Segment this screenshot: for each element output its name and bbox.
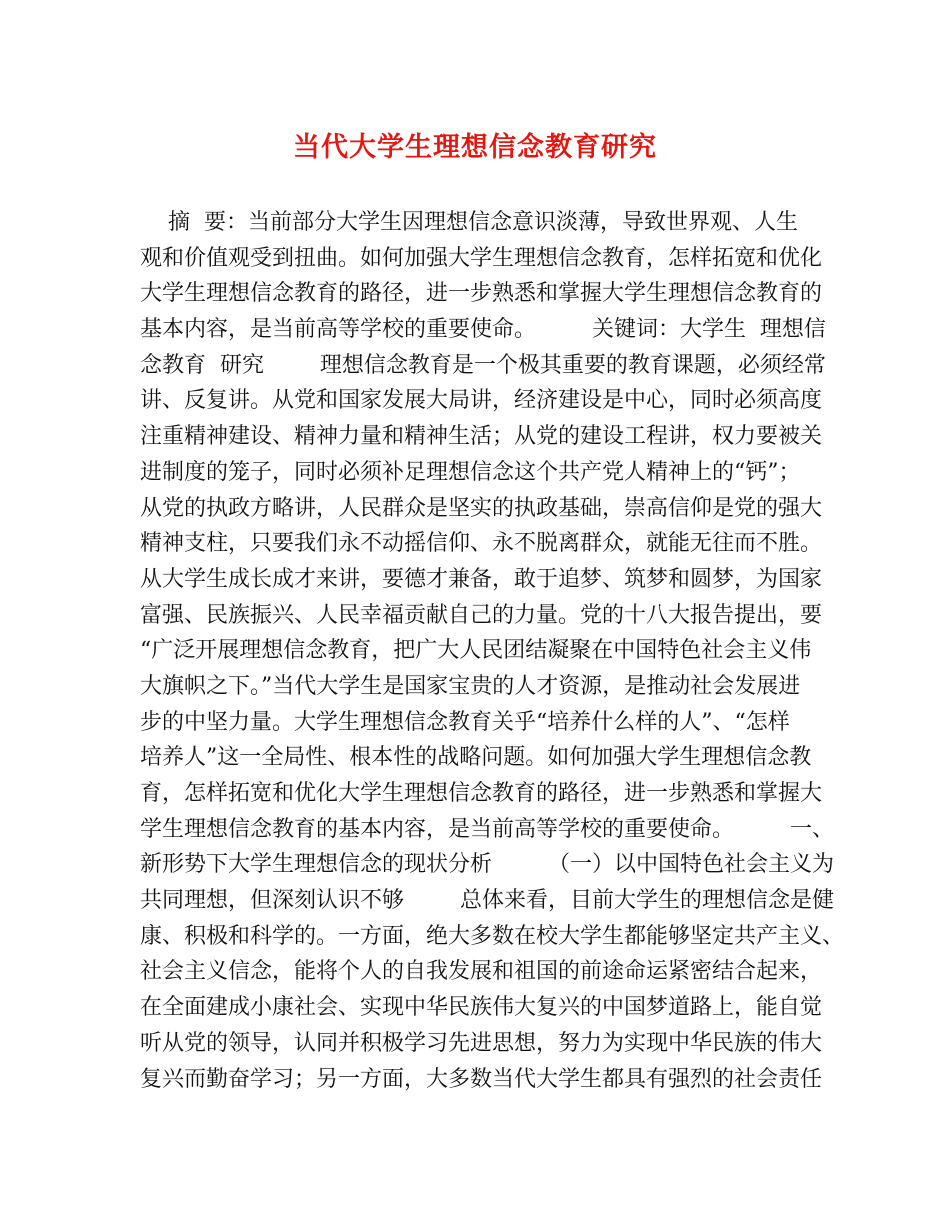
body-line: 进制度的笼子，同时必须补足理想信念这个共产党人精神上的“钙”； (140, 459, 801, 485)
body-line: 摘 要：当前部分大学生因理想信念意识淡薄，导致世界观、人生 (140, 210, 798, 235)
document-title: 当代大学生理想信念教育研究 (293, 132, 657, 163)
body-line: 精神支柱，只要我们永不动摇信仰、永不脱离群众，就能无往而不胜。 (140, 531, 823, 557)
body-line: 学生理想信念教育的基本内容，是当前高等学校的重要使命。 一、 (140, 816, 834, 842)
body-line: 社会主义信念，能将个人的自我发展和祖国的前途命运紧密结合起来， (140, 959, 823, 985)
body-line: 从党的执政方略讲，人民群众是坚实的执政基础，崇高信仰是党的强大 (140, 495, 823, 521)
body-line: 讲、反复讲。从党和国家发展大局讲，经济建设是中心，同时必须高度 (140, 388, 823, 414)
body-line: 培养人”这一全局性、根本性的战略问题。如何加强大学生理想信念教 (140, 745, 812, 771)
body-line: 共同理想，但深刻认识不够 总体来看，目前大学生的理想信念是健 (140, 888, 834, 914)
body-line: 基本内容，是当前高等学校的重要使命。 关键词：大学生 理想信 (140, 317, 826, 343)
body-line: 观和价值观受到扭曲。如何加强大学生理想信念教育，怎样拓宽和优化 (140, 245, 823, 271)
body-line: 富强、民族振兴、人民幸福贡献自己的力量。党的十八大报告提出，要 (140, 602, 823, 628)
body-line: 注重精神建设、精神力量和精神生活；从党的建设工程讲，权力要被关 (140, 424, 823, 450)
body-line: “广泛开展理想信念教育，把广大人民团结凝聚在中国特色社会主义伟 (140, 638, 812, 664)
body-line: 康、积极和科学的。一方面，绝大多数在校大学生都能够坚定共产主义、 (140, 923, 845, 949)
body-line: 念教育 研究 理想信念教育是一个极其重要的教育课题，必须经常 (140, 352, 826, 378)
body-line: 新形势下大学生理想信念的现状分析 （一）以中国特色社会主义为 (140, 852, 834, 878)
body-line: 复兴而勤奋学习；另一方面，大多数当代大学生都具有强烈的社会责任 (140, 1066, 823, 1092)
body-line: 育，怎样拓宽和优化大学生理想信念教育的路径，进一步熟悉和掌握大 (140, 781, 823, 806)
document-body (140, 205, 845, 1097)
body-line: 大学生理想信念教育的路径，进一步熟悉和掌握大学生理想信念教育的 (140, 281, 823, 307)
body-line: 听从党的领导，认同并积极学习先进思想，努力为实现中华民族的伟大 (140, 1030, 823, 1056)
body-line: 步的中坚力量。大学生理想信念教育关乎“培养什么样的人”、“怎样 (140, 709, 790, 735)
body-line: 大旗帜之下。”当代大学生是国家宝贵的人才资源，是推动社会发展进 (140, 673, 801, 699)
body-line: 在全面建成小康社会、实现中华民族伟大复兴的中国梦道路上，能自觉 (140, 995, 823, 1021)
body-line: 从大学生成长成才来讲，要德才兼备，敢于追梦、筑梦和圆梦，为国家 (140, 566, 823, 592)
